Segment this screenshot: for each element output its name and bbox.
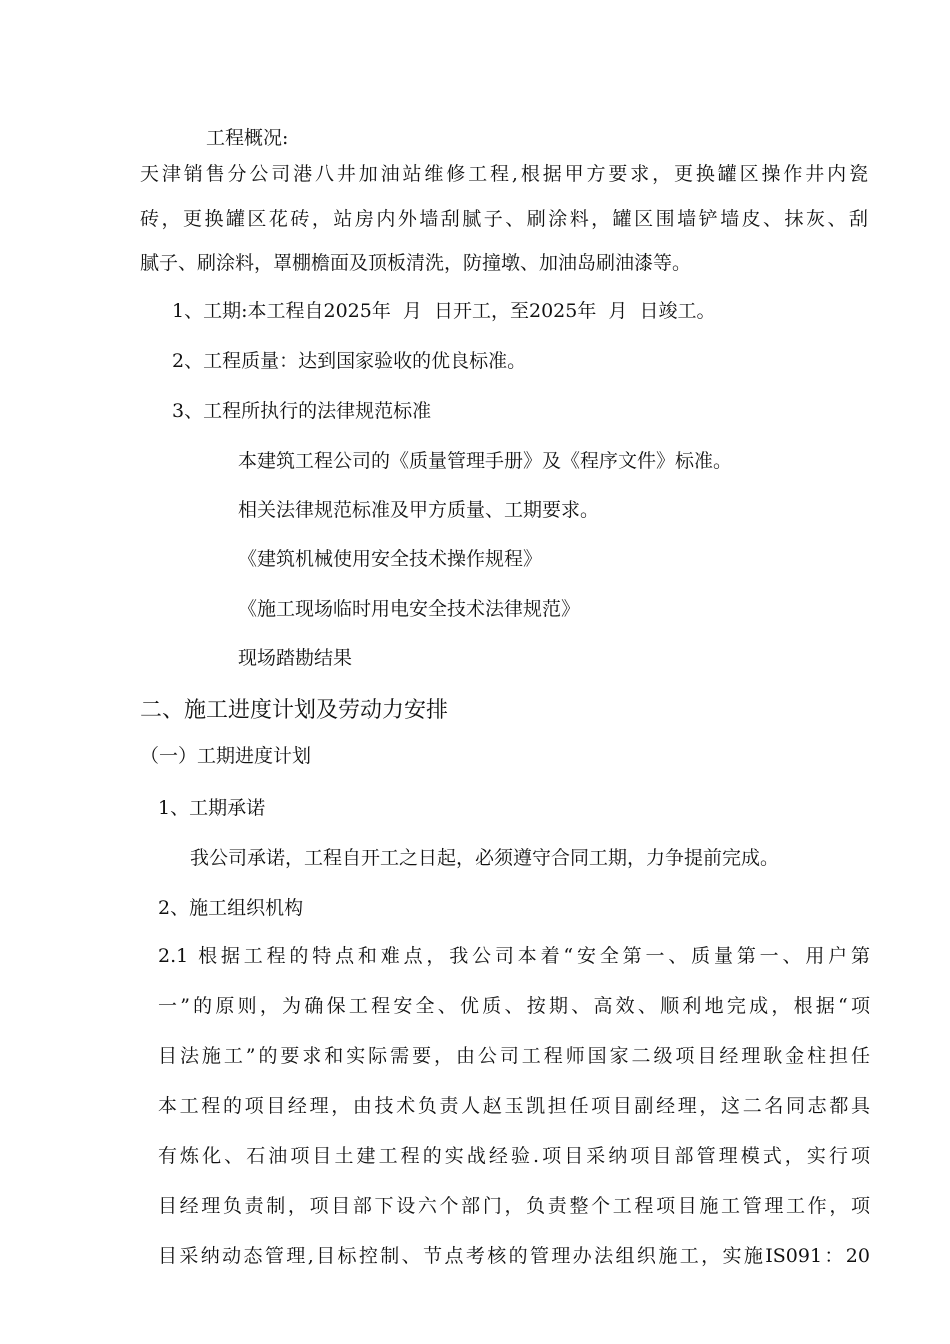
paragraph-line-2: 一”的原则，为确保工程安全、优质、按期、高效、顺利地完成，根据“项: [158, 995, 870, 1017]
standard-item-1: 本建筑工程公司的《质量管理手册》及《程序文件》标准。: [238, 450, 733, 472]
section-2-heading: 二、施工进度计划及劳动力安排: [140, 698, 449, 723]
item-quality: 2、工程质量：达到国家验收的优良标准。: [172, 350, 527, 372]
standard-item-2: 相关法律规范标准及甲方质量、工期要求。: [238, 499, 600, 521]
paragraph-line-1: 2.1 根据工程的特点和难点，我公司本着“安全第一、质量第一、用户第: [158, 945, 870, 967]
paragraph-line-4: 本工程的项目经理，由技术负责人赵玉凯担任项目副经理，这二名同志都具: [158, 1095, 870, 1117]
paragraph-line-7: 目采纳动态管理,目标控制、节点考核的管理办法组织施工，实施IS091：20: [158, 1245, 870, 1267]
overview-line-1: 天津销售分公司港八井加油站维修工程,根据甲方要求，更换罐区操作井内瓷: [140, 163, 868, 185]
paragraph-line-3: 目法施工”的要求和实际需要，由公司工程师国家二级项目经理耿金柱担任: [158, 1045, 870, 1067]
standard-item-3: 《建筑机械使用安全技术操作规程》: [238, 548, 543, 570]
point-1-title: 1、工期承诺: [158, 797, 266, 819]
standard-item-5: 现场踏勘结果: [238, 647, 353, 669]
subsection-1-heading: （一）工期进度计划: [140, 745, 312, 767]
item-standards: 3、工程所执行的法律规范标准: [172, 400, 432, 422]
point-2-title: 2、施工组织机构: [158, 897, 304, 919]
standard-item-4: 《施工现场临时用电安全技术法律规范》: [238, 598, 581, 620]
paragraph-line-6: 目经理负责制，项目部下设六个部门，负责整个工程项目施工管理工作，项: [158, 1195, 870, 1217]
overview-title: 工程概况:: [206, 127, 289, 149]
overview-line-2: 砖，更换罐区花砖，站房内外墙刮腻子、刷涂料，罐区围墙铲墙皮、抹灰、刮: [140, 208, 868, 230]
point-1-text: 我公司承诺，工程自开工之日起，必须遵守合同工期，力争提前完成。: [190, 847, 780, 869]
overview-line-3: 腻子、刷涂料，罩棚檐面及顶板清洗，防撞墩、加油岛刷油漆等。: [140, 252, 692, 274]
item-schedule: 1、工期:本工程自2025年 月 日开工，至2025年 月 日竣工。: [172, 300, 716, 322]
paragraph-line-5: 有炼化、石油项目土建工程的实战经验.项目采纳项目部管理模式，实行项: [158, 1145, 870, 1167]
